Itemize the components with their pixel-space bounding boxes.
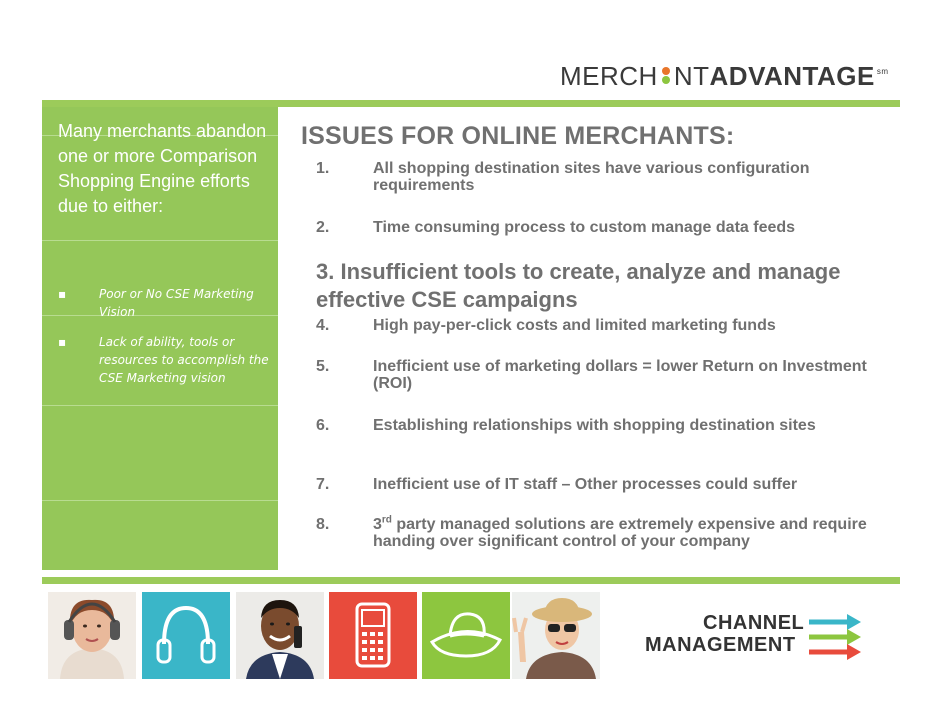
headphones-tile <box>142 592 230 679</box>
headphones-icon <box>142 592 230 679</box>
sidebar-intro-text: Many merchants abandon one or more Comparison Shopping Engine efforts due to either: <box>58 121 267 216</box>
channel-management-logo <box>645 612 865 662</box>
girl-sunglasses-photo <box>512 592 600 679</box>
issue-text: Inefficient use of marketing dollars = lower Return on Investment (ROI) <box>373 358 867 392</box>
sidebar-rule <box>42 405 278 406</box>
issue-text: All shopping destination sites have various configuration requirements <box>373 160 810 194</box>
slide-title: ISSUES FOR ONLINE MERCHANTS: <box>301 122 735 150</box>
issue-number: 8. <box>316 516 330 533</box>
issue-text-pre: 3 <box>373 516 382 533</box>
sidebar-bullet-item <box>54 333 274 387</box>
bottom-divider <box>42 577 900 584</box>
mobile-phone-tile <box>329 592 417 679</box>
sidebar-bullet-text: Lack of ability, tools or resources to accomplish the CSE Marketing vision <box>99 335 269 385</box>
issue-number: 1. <box>316 160 330 177</box>
issue-text: Inefficient use of IT staff – Other processes could suffer <box>373 476 798 493</box>
issue-number: 5. <box>316 358 330 375</box>
issue-item-highlight: 3. Insufficient tools to create, analyze and manage effective CSE campaigns <box>316 259 841 312</box>
channel-logo-line2: MANAGEMENT <box>645 634 796 656</box>
issue-text: Time consuming process to custom manage data feeds <box>373 219 796 236</box>
issue-number: 4. <box>316 317 330 334</box>
man-phone-photo <box>236 592 324 679</box>
issue-number: 7. <box>316 476 330 493</box>
issue-text-superscript: rd <box>381 514 392 526</box>
arrows-icon <box>807 612 863 662</box>
issue-text: Establishing relationships with shopping destination sites <box>373 417 816 434</box>
issue-text-post: party managed solutions are extremely expensive and require handing over significant control of your company <box>373 516 867 550</box>
sidebar-panel <box>42 107 278 570</box>
sidebar-bullet-item <box>54 285 274 321</box>
sidebar-bullet-text: Poor or No CSE Marketing Vision <box>99 287 254 319</box>
merchant-advantage-logo <box>560 58 890 94</box>
sidebar-bullet-list <box>54 285 274 399</box>
issue-text <box>373 516 893 550</box>
logo-service-mark: sm <box>876 66 889 76</box>
logo-text-part1: MERCH <box>560 60 658 91</box>
sun-hat-icon <box>422 592 510 679</box>
logo-dot-icon <box>659 69 673 83</box>
issue-number: 6. <box>316 417 330 434</box>
woman-headphones-photo <box>48 592 136 679</box>
bullet-icon: ▪ <box>58 287 67 301</box>
channel-logo-line1: CHANNEL <box>703 612 805 634</box>
sidebar-rule <box>42 240 278 241</box>
bullet-icon: ▪ <box>58 335 67 349</box>
issue-text: High pay-per-click costs and limited marketing funds <box>373 317 776 334</box>
issue-number: 2. <box>316 219 330 236</box>
logo-text-part2: NT <box>673 60 710 91</box>
mobile-phone-icon <box>329 592 417 679</box>
sidebar-rule <box>42 500 278 501</box>
logo-text-part3: ADVANTAGE <box>709 60 875 91</box>
top-divider <box>42 100 900 107</box>
sun-hat-tile <box>422 592 510 679</box>
